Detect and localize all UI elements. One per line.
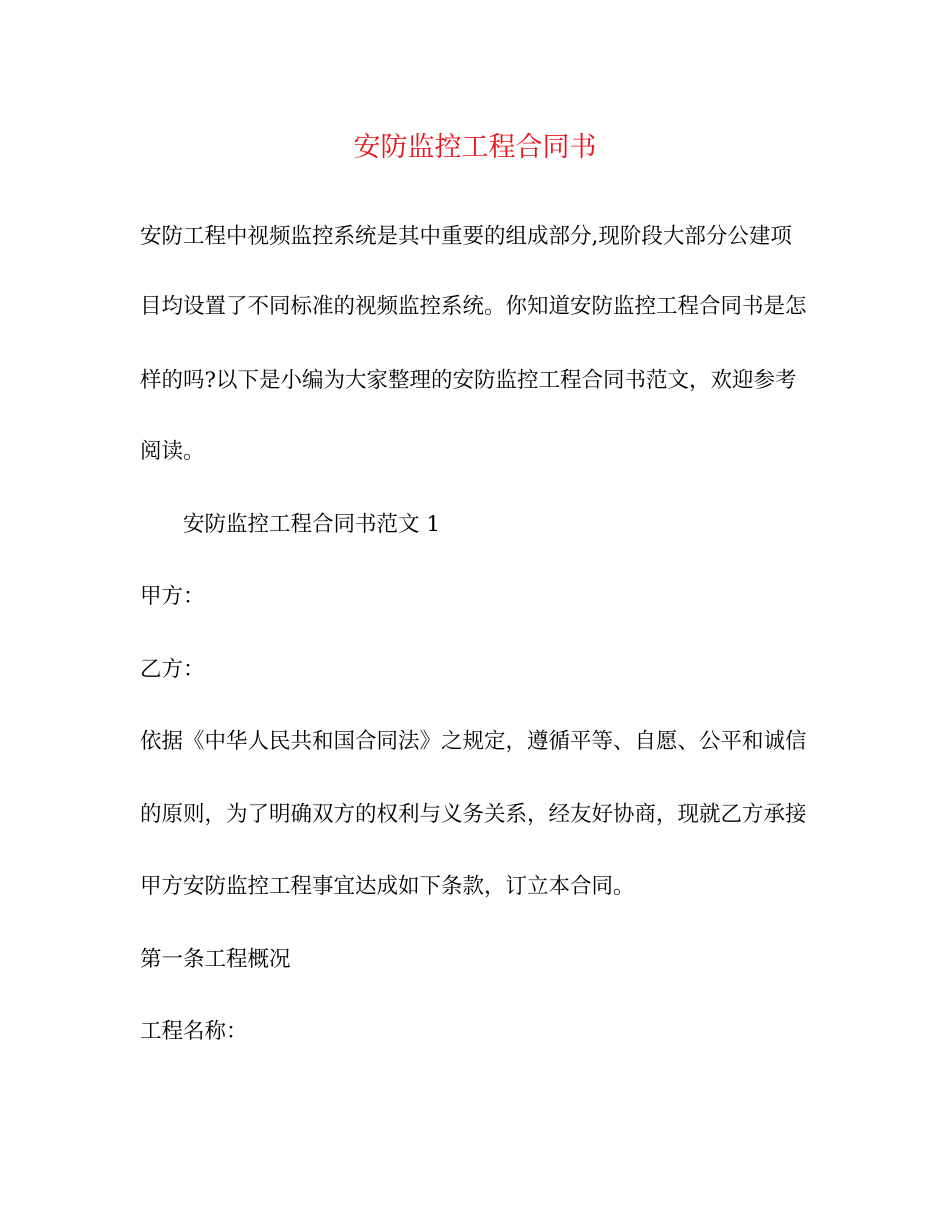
document-title: 安防监控工程合同书 — [353, 132, 597, 163]
intro-line-2: 目均设置了不同标准的视频监控系统。你知道安防监控工程合同书是怎 — [140, 294, 807, 319]
body-line-2: 的原则，为了明确双方的权利与义务关系，经友好协商，现就乙方承接 — [140, 802, 807, 827]
intro-line-4: 阅读。 — [140, 439, 205, 464]
body-line-3: 甲方安防监控工程事宜达成如下条款，订立本合同。 — [140, 874, 635, 899]
body-line-1: 依据《中华人民共和国合同法》之规定，遵循平等、自愿、公平和诚信 — [140, 729, 807, 754]
intro-line-3: 样的吗?以下是小编为大家整理的安防监控工程合同书范文，欢迎参考 — [140, 368, 797, 393]
article-heading: 第一条工程概况 — [140, 947, 291, 972]
project-name-label: 工程名称： — [140, 1019, 248, 1044]
party-a-label: 甲方： — [140, 584, 205, 609]
section-heading: 安防监控工程合同书范文 1 — [183, 512, 441, 537]
party-b-label: 乙方： — [140, 657, 205, 682]
intro-line-1: 安防工程中视频监控系统是其中重要的组成部分,现阶段大部分公建项 — [140, 224, 792, 249]
